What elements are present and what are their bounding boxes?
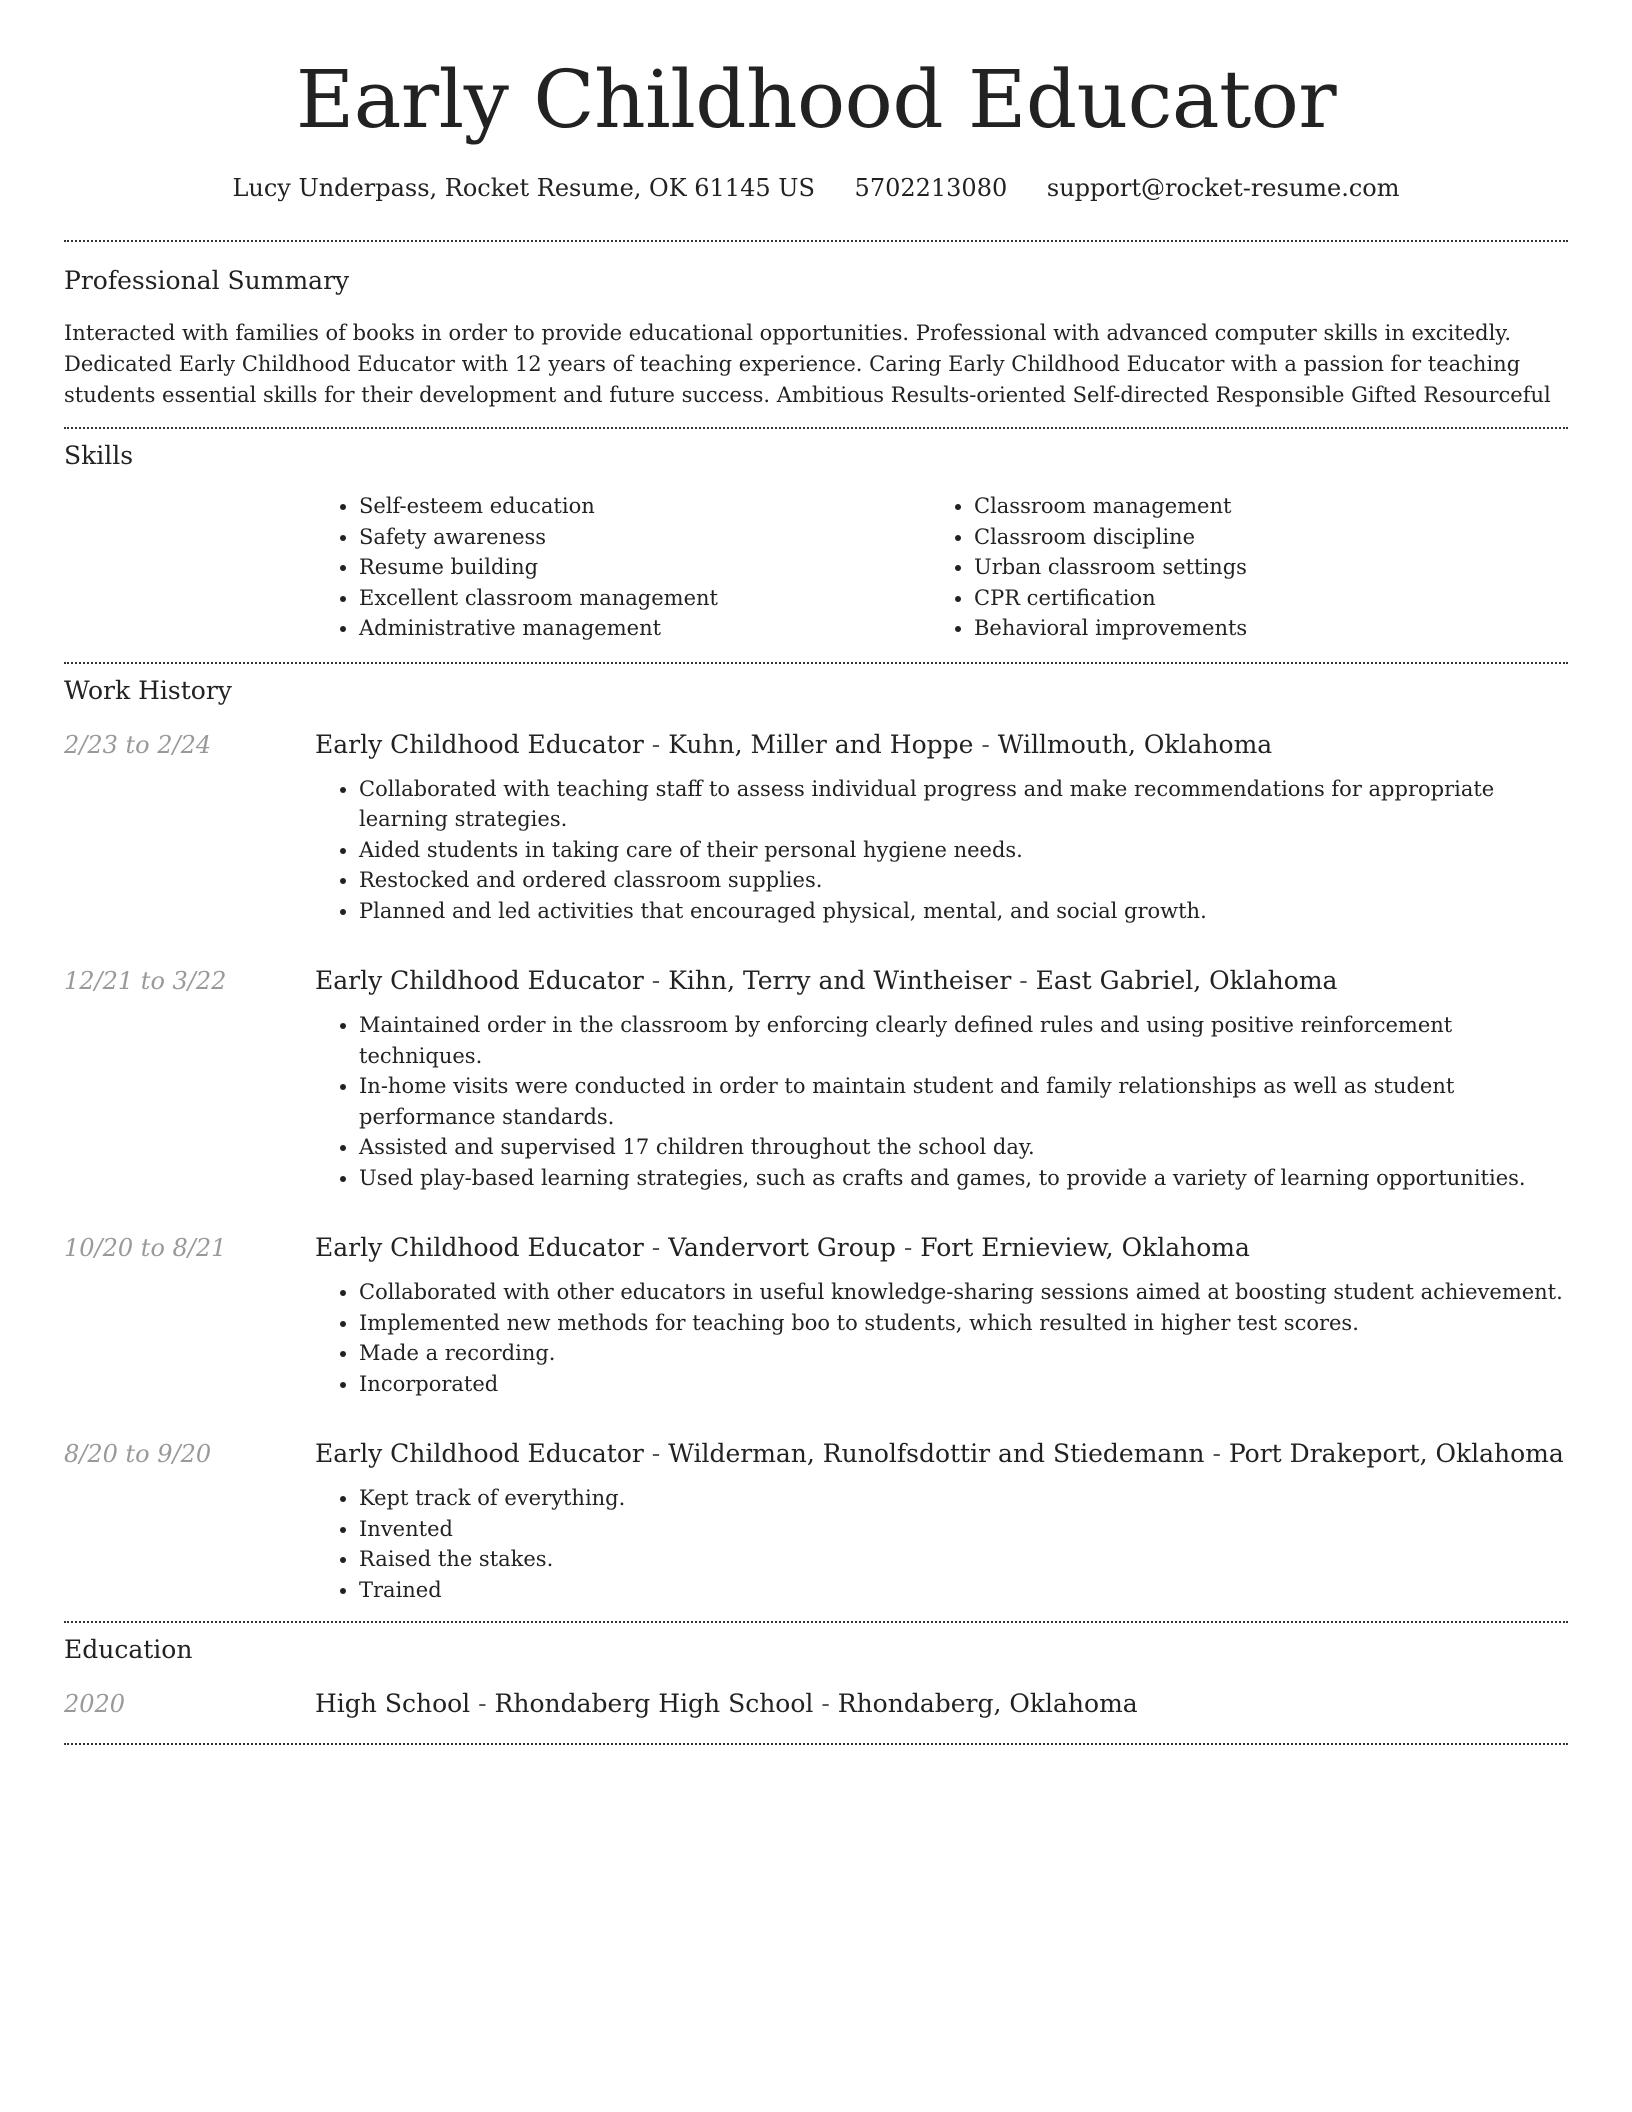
work-history-section: [64, 664, 1568, 1622]
heading-separator: -: [470, 1689, 495, 1718]
skill-item: • Administrative management: [359, 613, 930, 644]
job-heading: [315, 1231, 1568, 1265]
job-location: Willmouth, Oklahoma: [997, 729, 1273, 759]
heading-separator: -: [895, 1233, 921, 1262]
job-bullet: • Implemented new methods for teaching boo to students, which resulted in higher test scores.: [359, 1308, 1568, 1339]
job-bullet: • Collaborated with teaching staff to assess individual progress and make recommendations for appropriate learning strategies.: [359, 774, 1568, 835]
job-bullet: • In-home visits were conducted in order to maintain student and family relationships as well as student performance standards.: [359, 1071, 1568, 1132]
job-location: Fort Ernieview, Oklahoma: [920, 1233, 1250, 1262]
job-bullet-list: [315, 1483, 1568, 1605]
contact-line: [64, 172, 1568, 204]
email-text: support@rocket-resume.com: [1046, 174, 1400, 202]
job-heading: [315, 728, 1568, 762]
heading-separator: -: [643, 1439, 669, 1468]
skills-section: [64, 429, 1568, 644]
job-entry: [64, 728, 1568, 927]
education-location: Rhondaberg, Oklahoma: [837, 1689, 1138, 1718]
job-body: [315, 964, 1568, 1193]
job-role: Early Childhood Educator: [315, 729, 644, 759]
job-bullet-list: [315, 1277, 1568, 1399]
job-list: [64, 728, 1568, 1606]
job-entry: [64, 1437, 1568, 1605]
skill-item: • Resume building: [359, 552, 930, 583]
job-company: Wilderman, Runolfsdottir and Stiedemann: [668, 1439, 1205, 1468]
skills-left-list: [359, 491, 930, 644]
job-heading: [315, 964, 1568, 998]
job-bullet: • Restocked and ordered classroom supplies.: [359, 865, 1568, 896]
education-section: [64, 1623, 1568, 1721]
divider: [64, 1743, 1568, 1745]
job-entry: [64, 1231, 1568, 1399]
job-dates: 12/21 to 3/22: [64, 967, 227, 995]
job-location: Port Drakeport, Oklahoma: [1228, 1439, 1564, 1468]
heading-separator: -: [1011, 966, 1036, 995]
skill-item: • Excellent classroom management: [359, 583, 930, 614]
job-location: East Gabriel, Oklahoma: [1035, 966, 1338, 995]
job-body: [315, 1231, 1568, 1399]
job-dates: 10/20 to 8/21: [64, 1234, 227, 1262]
job-company: Kihn, Terry and Wintheiser: [668, 966, 1012, 995]
summary-text: Interacted with families of books in order to provide educational opportunities. Professional with advanced computer skills in excitedly. Dedicated Early Childhood Educator with 12 years of teaching experience. Caring Early Childhood Educator with a passion for teaching students essential skills for their development and future success. Ambitious Results-oriented Self-directed Responsible Gifted Resourceful: [64, 321, 1551, 407]
education-year: 2020: [64, 1690, 126, 1718]
heading-separator: -: [643, 966, 669, 995]
job-bullet: • Raised the stakes.: [359, 1544, 1568, 1575]
heading-separator: -: [643, 1233, 669, 1262]
education-body: [315, 1687, 1568, 1721]
education-list: [64, 1687, 1568, 1721]
phone-text: 5702213080: [854, 174, 1008, 202]
skill-item: • Self-esteem education: [359, 491, 930, 522]
job-bullet: • Collaborated with other educators in useful knowledge-sharing sessions aimed at boosting student achievement.: [359, 1277, 1568, 1308]
job-bullet: • Invented: [359, 1514, 1568, 1545]
skill-item: • Safety awareness: [359, 522, 930, 553]
education-heading: Education: [64, 1635, 193, 1664]
skill-item: • CPR certification: [974, 583, 1545, 614]
heading-separator: -: [973, 729, 998, 759]
skills-column-right: [930, 491, 1545, 644]
skills-heading: Skills: [64, 441, 134, 470]
job-bullet: • Trained: [359, 1575, 1568, 1606]
heading-separator: -: [1204, 1439, 1229, 1468]
job-dates: 2/23 to 2/24: [64, 730, 212, 759]
education-entry: [64, 1687, 1568, 1721]
heading-separator: -: [643, 729, 669, 759]
address-text: Lucy Underpass, Rocket Resume, OK 61145 US: [232, 174, 815, 202]
summary-heading: Professional Summary: [64, 266, 350, 295]
heading-separator: -: [813, 1689, 838, 1718]
job-bullet: • Kept track of everything.: [359, 1483, 1568, 1514]
job-entry: [64, 964, 1568, 1193]
job-company: Vandervort Group: [668, 1233, 896, 1262]
education-school: Rhondaberg High School: [494, 1689, 814, 1718]
job-bullet: • Planned and led activities that encouraged physical, mental, and social growth.: [359, 896, 1568, 927]
job-bullet: • Maintained order in the classroom by enforcing clearly defined rules and using positive reinforcement techniques.: [359, 1010, 1568, 1071]
skills-column-left: [315, 491, 930, 644]
job-heading: [315, 1437, 1568, 1471]
job-bullet: • Used play-based learning strategies, such as crafts and games, to provide a variety of learning opportunities.: [359, 1163, 1568, 1194]
work-history-heading: Work History: [64, 675, 232, 705]
education-degree: High School: [315, 1689, 471, 1718]
job-bullet-list: [315, 1010, 1568, 1193]
job-dates: 8/20 to 9/20: [64, 1440, 212, 1468]
job-role: Early Childhood Educator: [315, 966, 644, 995]
job-company: Kuhn, Miller and Hoppe: [668, 729, 974, 759]
skill-item: • Behavioral improvements: [974, 613, 1545, 644]
job-body: [315, 1437, 1568, 1605]
job-bullet: • Assisted and supervised 17 children throughout the school day.: [359, 1132, 1568, 1163]
skills-list: [315, 491, 1568, 644]
resume-header: [64, 0, 1568, 204]
candidate-title: Early Childhood Educator: [295, 53, 1337, 146]
job-bullet: • Incorporated: [359, 1369, 1568, 1400]
job-role: Early Childhood Educator: [315, 1233, 644, 1262]
education-heading-line: [315, 1687, 1568, 1721]
skill-item: • Classroom discipline: [974, 522, 1545, 553]
skill-item: • Urban classroom settings: [974, 552, 1545, 583]
skill-item: • Classroom management: [974, 491, 1545, 522]
summary-section: [64, 242, 1568, 411]
job-bullet: • Aided students in taking care of their personal hygiene needs.: [359, 835, 1568, 866]
job-bullet: • Made a recording.: [359, 1338, 1568, 1369]
job-body: [315, 728, 1568, 927]
job-bullet-list: [315, 774, 1568, 927]
job-role: Early Childhood Educator: [315, 1439, 644, 1468]
skills-right-list: [974, 491, 1545, 644]
